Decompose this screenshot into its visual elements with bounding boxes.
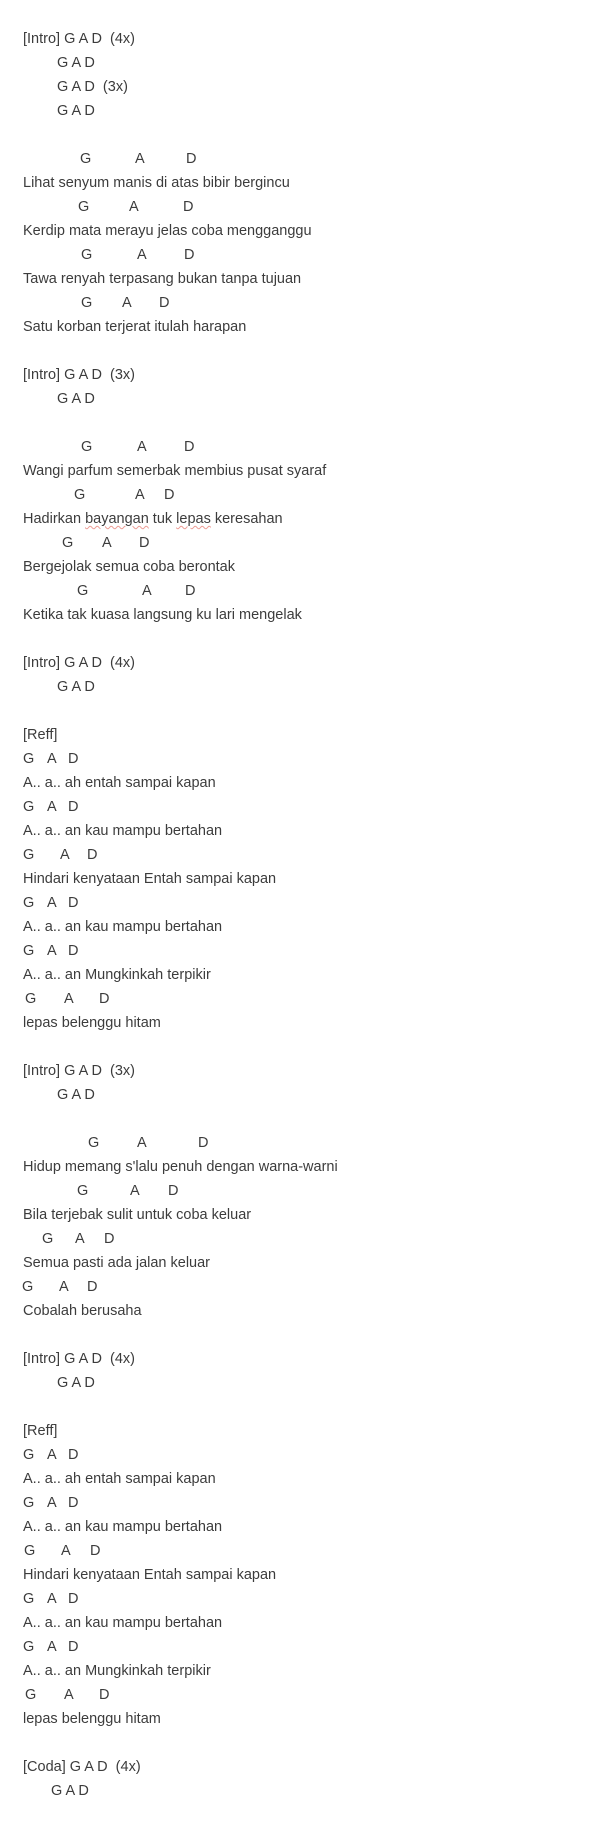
text-line bbox=[0, 1467, 608, 1491]
chord-A: A bbox=[59, 1279, 69, 1295]
chord-G: G bbox=[25, 991, 37, 1007]
chord-A: A bbox=[47, 1639, 57, 1655]
text-line bbox=[0, 915, 608, 939]
text-line bbox=[0, 267, 608, 291]
line-text: A.. a.. an Mungkinkah terpikir bbox=[23, 967, 211, 983]
line-text: lepas belenggu hitam bbox=[23, 1015, 161, 1031]
chord-D: D bbox=[68, 943, 79, 959]
chord-G: G bbox=[23, 847, 35, 863]
chord-G: G bbox=[23, 1591, 35, 1607]
line-text: G A D bbox=[57, 103, 95, 119]
text-line bbox=[0, 1515, 608, 1539]
section-label-line bbox=[0, 1419, 608, 1443]
chord-line bbox=[0, 195, 608, 219]
chord-D: D bbox=[99, 991, 110, 1007]
section-label-line bbox=[0, 1059, 608, 1083]
line-text: Bila terjebak sulit untuk coba keluar bbox=[23, 1207, 252, 1223]
chord-line bbox=[0, 795, 608, 819]
chord-A: A bbox=[61, 1543, 71, 1559]
line-text: G A D bbox=[57, 55, 95, 71]
text-line bbox=[0, 771, 608, 795]
lyric-fragment: keresahan bbox=[210, 511, 283, 527]
chord-D: D bbox=[87, 1279, 98, 1295]
chord-G: G bbox=[25, 1687, 37, 1703]
chord-D: D bbox=[159, 295, 170, 311]
chord-D: D bbox=[186, 151, 197, 167]
line-text: A.. a.. an kau mampu bertahan bbox=[23, 1615, 223, 1631]
chord-D: D bbox=[68, 751, 79, 767]
chord-A: A bbox=[47, 1495, 57, 1511]
text-line bbox=[0, 1659, 608, 1683]
blank-line bbox=[0, 1035, 608, 1059]
chord-A: A bbox=[137, 1135, 147, 1151]
line-text: A.. a.. ah entah sampai kapan bbox=[23, 775, 216, 791]
chord-line bbox=[0, 579, 608, 603]
chord-A: A bbox=[60, 847, 70, 863]
lyric-fragment: Hadirkan bbox=[23, 511, 86, 527]
section-label-line bbox=[0, 1755, 608, 1779]
chord-D: D bbox=[183, 199, 194, 215]
text-line bbox=[0, 1611, 608, 1635]
text-line bbox=[0, 1707, 608, 1731]
chord-G: G bbox=[23, 1495, 35, 1511]
chord-D: D bbox=[68, 895, 79, 911]
text-line bbox=[0, 603, 608, 627]
blank-line bbox=[0, 1731, 608, 1755]
line-text: G A D bbox=[57, 1087, 95, 1103]
text-line bbox=[0, 1011, 608, 1035]
section-label: [Intro] G A D (3x) bbox=[23, 1063, 136, 1079]
text-line bbox=[0, 459, 608, 483]
section-label: [Reff] bbox=[23, 727, 58, 743]
chord-G: G bbox=[88, 1135, 100, 1151]
line-text: G A D (3x) bbox=[57, 79, 128, 95]
chord-D: D bbox=[68, 799, 79, 815]
section-label-line bbox=[0, 723, 608, 747]
text-line bbox=[0, 555, 608, 579]
section-label: [Reff] bbox=[23, 1423, 58, 1439]
line-text: G A D bbox=[57, 1375, 95, 1391]
chord-G: G bbox=[78, 199, 90, 215]
chord-line bbox=[0, 531, 608, 555]
chord-A: A bbox=[135, 487, 145, 503]
section-label: [Intro] G A D (4x) bbox=[23, 655, 136, 671]
chord-G: G bbox=[23, 895, 35, 911]
chord-D: D bbox=[164, 487, 175, 503]
chord-A: A bbox=[102, 535, 112, 551]
chord-A: A bbox=[64, 1687, 74, 1703]
chord-G: G bbox=[23, 751, 35, 767]
chord-A: A bbox=[47, 1447, 57, 1463]
section-label-line bbox=[0, 1347, 608, 1371]
chord-line bbox=[0, 1491, 608, 1515]
text-line bbox=[0, 1563, 608, 1587]
chord-line bbox=[0, 1635, 608, 1659]
text-line bbox=[0, 1203, 608, 1227]
misspelled-word: bayangan bbox=[85, 511, 149, 527]
chord-A: A bbox=[47, 943, 57, 959]
blank-line bbox=[0, 1107, 608, 1131]
text-line bbox=[0, 1083, 608, 1107]
text-line bbox=[0, 219, 608, 243]
text-line bbox=[0, 387, 608, 411]
line-text: Bergejolak semua coba berontak bbox=[23, 559, 235, 575]
chord-line bbox=[0, 987, 608, 1011]
chord-line bbox=[0, 1179, 608, 1203]
text-line bbox=[0, 1299, 608, 1323]
chord-D: D bbox=[87, 847, 98, 863]
chord-G: G bbox=[74, 487, 86, 503]
text-line bbox=[0, 315, 608, 339]
chord-line bbox=[0, 435, 608, 459]
chord-G: G bbox=[23, 943, 35, 959]
chord-line bbox=[0, 1443, 608, 1467]
chord-G: G bbox=[23, 1639, 35, 1655]
chord-D: D bbox=[104, 1231, 115, 1247]
line-text: Hindari kenyataan Entah sampai kapan bbox=[23, 1567, 277, 1583]
text-line bbox=[0, 963, 608, 987]
line-text: A.. a.. an kau mampu bertahan bbox=[23, 919, 223, 935]
text-line bbox=[0, 867, 608, 891]
chord-A: A bbox=[130, 1183, 140, 1199]
chord-A: A bbox=[47, 799, 57, 815]
text-line bbox=[0, 171, 608, 195]
chord-G: G bbox=[23, 799, 35, 815]
chord-D: D bbox=[68, 1591, 79, 1607]
chord-A: A bbox=[47, 751, 57, 767]
section-label: [Intro] G A D (4x) bbox=[23, 1351, 136, 1367]
chord-D: D bbox=[68, 1495, 79, 1511]
chord-line bbox=[0, 1539, 608, 1563]
chord-G: G bbox=[23, 1447, 35, 1463]
chord-line bbox=[0, 891, 608, 915]
text-line bbox=[0, 1155, 608, 1179]
chord-G: G bbox=[42, 1231, 54, 1247]
line-text: Tawa renyah terpasang bukan tanpa tujuan bbox=[23, 271, 302, 287]
chord-line bbox=[0, 243, 608, 267]
chord-line bbox=[0, 1227, 608, 1251]
chord-G: G bbox=[62, 535, 74, 551]
chord-A: A bbox=[122, 295, 132, 311]
section-label-line bbox=[0, 27, 608, 51]
text-line bbox=[0, 51, 608, 75]
chord-G: G bbox=[81, 439, 93, 455]
blank-line bbox=[0, 411, 608, 435]
chord-line bbox=[0, 1275, 608, 1299]
text-line bbox=[0, 819, 608, 843]
chord-A: A bbox=[75, 1231, 85, 1247]
chord-line bbox=[0, 1587, 608, 1611]
chord-G: G bbox=[24, 1543, 36, 1559]
chord-D: D bbox=[90, 1543, 101, 1559]
chord-A: A bbox=[135, 151, 145, 167]
line-text: Cobalah berusaha bbox=[23, 1303, 142, 1319]
blank-line bbox=[0, 1395, 608, 1419]
line-text: Kerdip mata merayu jelas coba mengganggu bbox=[23, 223, 312, 239]
line-text: Wangi parfum semerbak membius pusat syaraf bbox=[23, 463, 327, 479]
line-text: Hidup memang s'lalu penuh dengan warna-warni bbox=[23, 1159, 338, 1175]
chord-G: G bbox=[81, 247, 93, 263]
chord-A: A bbox=[142, 583, 152, 599]
text-line bbox=[0, 1371, 608, 1395]
text-line bbox=[0, 675, 608, 699]
section-label-line bbox=[0, 651, 608, 675]
text-line bbox=[0, 75, 608, 99]
chord-A: A bbox=[129, 199, 139, 215]
text-line bbox=[0, 1251, 608, 1275]
chord-G: G bbox=[81, 295, 93, 311]
chord-D: D bbox=[184, 247, 195, 263]
chord-D: D bbox=[68, 1447, 79, 1463]
chord-D: D bbox=[68, 1639, 79, 1655]
chord-A: A bbox=[47, 1591, 57, 1607]
lyric-text bbox=[23, 507, 283, 531]
misspelled-word: lepas bbox=[176, 511, 211, 527]
chord-D: D bbox=[168, 1183, 179, 1199]
blank-line bbox=[0, 339, 608, 363]
chord-line bbox=[0, 1683, 608, 1707]
chord-A: A bbox=[137, 247, 147, 263]
chord-G: G bbox=[77, 583, 89, 599]
chord-line bbox=[0, 939, 608, 963]
blank-line bbox=[0, 627, 608, 651]
chord-A: A bbox=[47, 895, 57, 911]
chord-line bbox=[0, 843, 608, 867]
line-text: Semua pasti ada jalan keluar bbox=[23, 1255, 211, 1271]
section-label: [Coda] G A D (4x) bbox=[23, 1759, 141, 1775]
text-line bbox=[0, 99, 608, 123]
chord-line bbox=[0, 747, 608, 771]
line-text: A.. a.. ah entah sampai kapan bbox=[23, 1471, 216, 1487]
chord-line bbox=[0, 1131, 608, 1155]
chord-D: D bbox=[185, 583, 196, 599]
chord-D: D bbox=[184, 439, 195, 455]
line-text: A.. a.. an Mungkinkah terpikir bbox=[23, 1663, 211, 1679]
chord-A: A bbox=[64, 991, 74, 1007]
chord-line bbox=[0, 291, 608, 315]
line-text: A.. a.. an kau mampu bertahan bbox=[23, 1519, 223, 1535]
chord-D: D bbox=[99, 1687, 110, 1703]
section-label: [Intro] G A D (3x) bbox=[23, 367, 136, 383]
line-text: G A D bbox=[57, 391, 95, 407]
chord-line bbox=[0, 147, 608, 171]
line-text: A.. a.. an kau mampu bertahan bbox=[23, 823, 223, 839]
line-text: G A D bbox=[51, 1783, 89, 1799]
line-text: Hindari kenyataan Entah sampai kapan bbox=[23, 871, 277, 887]
chord-line bbox=[0, 483, 608, 507]
chord-D: D bbox=[139, 535, 150, 551]
blank-line bbox=[0, 1323, 608, 1347]
line-text: lepas belenggu hitam bbox=[23, 1711, 161, 1727]
chord-D: D bbox=[198, 1135, 209, 1151]
line-text: Ketika tak kuasa langsung ku lari mengelak bbox=[23, 607, 302, 623]
chord-G: G bbox=[22, 1279, 34, 1295]
chord-G: G bbox=[80, 151, 92, 167]
line-text: Lihat senyum manis di atas bibir bergincu bbox=[23, 175, 290, 191]
section-label-line bbox=[0, 363, 608, 387]
text-line bbox=[0, 1779, 608, 1803]
blank-line bbox=[0, 699, 608, 723]
line-text: Satu korban terjerat itulah harapan bbox=[23, 319, 247, 335]
lyric-line bbox=[0, 507, 608, 531]
blank-line bbox=[0, 123, 608, 147]
chord-A: A bbox=[137, 439, 147, 455]
chord-G: G bbox=[77, 1183, 89, 1199]
line-text: G A D bbox=[57, 679, 95, 695]
lyric-fragment: tuk bbox=[148, 511, 177, 527]
section-label: [Intro] G A D (4x) bbox=[23, 31, 136, 47]
